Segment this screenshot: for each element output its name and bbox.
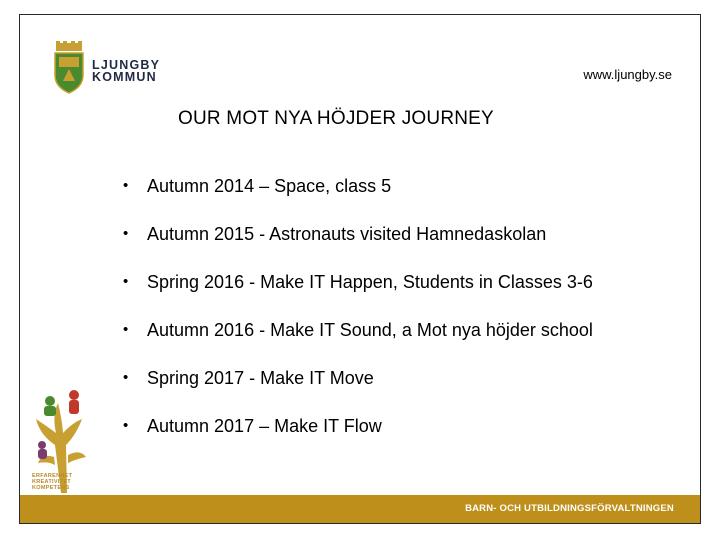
municipality-logo — [52, 41, 162, 95]
bullet-text: Autumn 2017 – Make IT Flow — [147, 416, 382, 436]
logo-line-2: KOMMUN — [92, 70, 157, 84]
bullet-icon: • — [123, 273, 129, 290]
bullet-text: Autumn 2015 - Astronauts visited Hamnedaskolan — [147, 224, 547, 244]
bullet-text: Autumn 2014 – Space, class 5 — [147, 176, 392, 196]
tree-line-1: ERFARENHET — [32, 473, 73, 479]
bullet-icon: • — [123, 417, 129, 434]
bullet-text: Spring 2016 - Make IT Happen, Students in Classes 3-6 — [147, 272, 593, 292]
slide — [19, 14, 701, 524]
website-url: www.ljungby.se — [583, 67, 672, 82]
ljungby-crest-icon — [52, 41, 86, 95]
footer-text: BARN- OCH UTBILDNINGSFÖRVALTNINGEN — [465, 503, 674, 514]
slide-title: OUR MOT NYA HÖJDER JOURNEY — [178, 108, 494, 129]
tree-line-3: KOMPETENS — [32, 485, 70, 491]
tree-logo-text — [32, 473, 72, 491]
logo-text — [92, 59, 160, 83]
bullet-icon: • — [123, 321, 129, 338]
tree-line-2: KREATIVITET — [32, 479, 71, 485]
bullet-icon: • — [123, 177, 129, 194]
bullet-icon: • — [123, 369, 129, 386]
bullet-icon: • — [123, 225, 129, 242]
bullet-text: Autumn 2016 - Make IT Sound, a Mot nya höjder school — [147, 320, 593, 340]
footer-bar — [20, 495, 700, 523]
logo-line-1: LJUNGBY — [92, 58, 161, 72]
bullet-text: Spring 2017 - Make IT Move — [147, 368, 374, 388]
